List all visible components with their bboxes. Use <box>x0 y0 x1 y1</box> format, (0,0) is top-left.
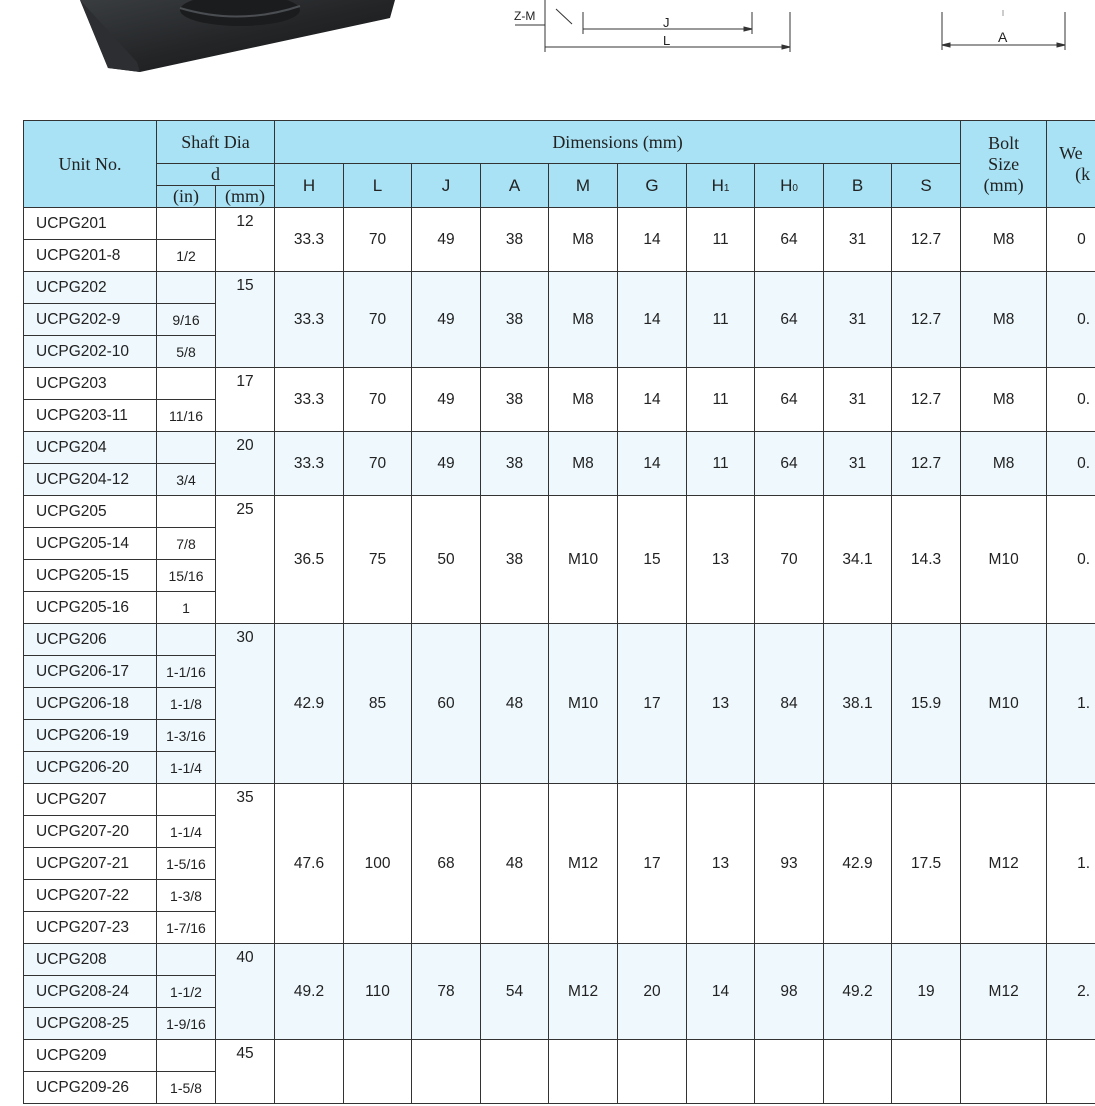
dim-g-cell: 17 <box>618 784 687 944</box>
shaft-dia-in-cell: 1-1/4 <box>157 816 216 848</box>
unit-no-cell: UCPG207-21 <box>24 848 157 880</box>
dim-l-cell: 70 <box>344 368 412 432</box>
unit-no-cell: UCPG202 <box>24 272 157 304</box>
dim-m-cell: M8 <box>549 208 618 272</box>
unit-no-cell: UCPG206-18 <box>24 688 157 720</box>
dim-j-cell: 49 <box>412 208 481 272</box>
unit-no-cell: UCPG208 <box>24 944 157 976</box>
shaft-dia-in-cell: 1-5/8 <box>157 1072 216 1104</box>
weight-cell: 0. <box>1047 432 1095 496</box>
dim-h-cell: 36.5 <box>275 496 344 624</box>
shaft-dia-mm-cell: 17 <box>216 368 275 432</box>
unit-no-cell: UCPG203-11 <box>24 400 157 432</box>
dim-j-cell: 78 <box>412 944 481 1040</box>
header-d: d <box>157 164 275 186</box>
table-row <box>24 208 1095 240</box>
header-shaft-dia: Shaft Dia <box>157 121 275 164</box>
header-dim-h: H <box>275 164 344 208</box>
dim-j-cell: 60 <box>412 624 481 784</box>
shaft-dia-in-cell: 1/2 <box>157 240 216 272</box>
unit-no-cell: UCPG206 <box>24 624 157 656</box>
dim-b-cell: 31 <box>824 368 892 432</box>
weight-cell: 0. <box>1047 496 1095 624</box>
dim-a-cell: 54 <box>481 944 549 1040</box>
dim-g-cell: 14 <box>618 432 687 496</box>
shaft-dia-in-cell: 1-7/16 <box>157 912 216 944</box>
dim-s-cell: 17.5 <box>892 784 961 944</box>
dim-b-cell: 31 <box>824 432 892 496</box>
header-bolt-size <box>961 121 1047 208</box>
dim-h0-cell: 84 <box>755 624 824 784</box>
bolt-size-cell: M10 <box>961 624 1047 784</box>
unit-no-cell: UCPG205 <box>24 496 157 528</box>
dim-j-cell: 50 <box>412 496 481 624</box>
dim-s-cell: 12.7 <box>892 208 961 272</box>
dim-j-cell <box>412 1040 481 1104</box>
shaft-dia-in-cell: 1-3/8 <box>157 880 216 912</box>
side-view-dimension-diagram <box>515 0 790 52</box>
bolt-size-cell: M12 <box>961 784 1047 944</box>
shaft-dia-in-cell: 5/8 <box>157 336 216 368</box>
weight-cell <box>1047 1040 1095 1104</box>
unit-no-cell: UCPG206-20 <box>24 752 157 784</box>
dim-b-cell: 38.1 <box>824 624 892 784</box>
table-row <box>24 1040 1095 1072</box>
dim-m-cell: M8 <box>549 368 618 432</box>
dim-l-cell: 70 <box>344 432 412 496</box>
shaft-dia-in-cell <box>157 368 216 400</box>
dim-m-cell: M10 <box>549 496 618 624</box>
dim-l-cell: 100 <box>344 784 412 944</box>
shaft-dia-in-cell <box>157 624 216 656</box>
unit-no-cell: UCPG208-25 <box>24 1008 157 1040</box>
header-weight-line: We <box>1059 143 1083 163</box>
dim-m-cell <box>549 1040 618 1104</box>
unit-no-cell: UCPG206-19 <box>24 720 157 752</box>
unit-no-cell: UCPG203 <box>24 368 157 400</box>
dim-s-cell: 12.7 <box>892 432 961 496</box>
dim-s-cell: 12.7 <box>892 272 961 368</box>
shaft-dia-in-cell: 1-1/2 <box>157 976 216 1008</box>
unit-no-cell: UCPG205-14 <box>24 528 157 560</box>
unit-no-cell: UCPG208-24 <box>24 976 157 1008</box>
shaft-dia-in-cell <box>157 496 216 528</box>
dim-h0-cell: 64 <box>755 208 824 272</box>
bolt-size-cell: M8 <box>961 368 1047 432</box>
dim-h1-cell: 11 <box>687 208 755 272</box>
shaft-dia-mm-cell: 20 <box>216 432 275 496</box>
dim-g-cell: 14 <box>618 272 687 368</box>
header-bolt-mm-line: (mm) <box>983 174 1024 195</box>
header-dim-h0: H0 <box>755 164 824 208</box>
header-in: (in) <box>157 186 216 208</box>
dim-h-cell: 47.6 <box>275 784 344 944</box>
shaft-dia-in-cell <box>157 208 216 240</box>
shaft-dia-in-cell <box>157 432 216 464</box>
dim-l-cell: 70 <box>344 208 412 272</box>
weight-cell: 0. <box>1047 368 1095 432</box>
header-dim-m: M <box>549 164 618 208</box>
bolt-size-cell: M8 <box>961 272 1047 368</box>
header-size-line: Size <box>988 153 1020 174</box>
weight-cell: 1. <box>1047 624 1095 784</box>
dim-g-cell: 20 <box>618 944 687 1040</box>
shaft-dia-in-cell: 15/16 <box>157 560 216 592</box>
table-row <box>24 784 1095 816</box>
dim-l-cell: 110 <box>344 944 412 1040</box>
dim-b-cell <box>824 1040 892 1104</box>
dim-a-cell: 38 <box>481 432 549 496</box>
unit-no-cell: UCPG202-10 <box>24 336 157 368</box>
table-row <box>24 432 1095 464</box>
dim-h0-cell: 93 <box>755 784 824 944</box>
dim-b-cell: 31 <box>824 208 892 272</box>
dim-h0-cell: 64 <box>755 272 824 368</box>
table-row <box>24 944 1095 976</box>
dim-j-cell: 49 <box>412 432 481 496</box>
table-row <box>24 272 1095 304</box>
dim-h1-cell: 11 <box>687 272 755 368</box>
unit-no-cell: UCPG202-9 <box>24 304 157 336</box>
unit-no-cell: UCPG205-15 <box>24 560 157 592</box>
shaft-dia-in-cell: 1-5/16 <box>157 848 216 880</box>
dim-h1-cell <box>687 1040 755 1104</box>
header-dimensions: Dimensions (mm) <box>275 121 961 164</box>
dim-j-cell: 49 <box>412 368 481 432</box>
dim-h-cell: 33.3 <box>275 272 344 368</box>
dim-h1-cell: 11 <box>687 432 755 496</box>
shaft-dia-mm-cell: 15 <box>216 272 275 368</box>
unit-no-cell: UCPG204 <box>24 432 157 464</box>
dim-h0-cell: 64 <box>755 368 824 432</box>
header-dim-s: S <box>892 164 961 208</box>
weight-cell: 0 <box>1047 208 1095 272</box>
unit-no-cell: UCPG207 <box>24 784 157 816</box>
header-dim-j: J <box>412 164 481 208</box>
bolt-size-cell <box>961 1040 1047 1104</box>
table-row <box>24 624 1095 656</box>
dim-h0-cell: 98 <box>755 944 824 1040</box>
dim-l-cell <box>344 1040 412 1104</box>
dim-g-cell: 17 <box>618 624 687 784</box>
shaft-dia-in-cell: 9/16 <box>157 304 216 336</box>
shaft-dia-in-cell: 7/8 <box>157 528 216 560</box>
table-row <box>24 496 1095 528</box>
bolt-size-cell: M12 <box>961 944 1047 1040</box>
unit-no-cell: UCPG201-8 <box>24 240 157 272</box>
dim-l-cell: 85 <box>344 624 412 784</box>
bolt-size-cell: M8 <box>961 208 1047 272</box>
dim-h0-cell: 64 <box>755 432 824 496</box>
unit-no-cell: UCPG205-16 <box>24 592 157 624</box>
shaft-dia-in-cell: 1-1/8 <box>157 688 216 720</box>
shaft-dia-mm-cell: 12 <box>216 208 275 272</box>
shaft-dia-in-cell: 1-1/16 <box>157 656 216 688</box>
dim-m-cell: M12 <box>549 944 618 1040</box>
header-dim-g: G <box>618 164 687 208</box>
shaft-dia-in-cell: 1-1/4 <box>157 752 216 784</box>
weight-cell: 0. <box>1047 272 1095 368</box>
dim-h1-cell: 11 <box>687 368 755 432</box>
dim-s-cell: 15.9 <box>892 624 961 784</box>
dim-b-cell: 31 <box>824 272 892 368</box>
shaft-dia-mm-cell: 35 <box>216 784 275 944</box>
label-z-m: Z-M <box>514 9 536 23</box>
unit-no-cell: UCPG207-23 <box>24 912 157 944</box>
shaft-dia-in-cell <box>157 272 216 304</box>
dim-m-cell: M12 <box>549 784 618 944</box>
label-l: L <box>663 33 671 48</box>
shaft-dia-in-cell <box>157 1040 216 1072</box>
shaft-dia-mm-cell: 30 <box>216 624 275 784</box>
dim-g-cell: 15 <box>618 496 687 624</box>
dim-h1-cell: 13 <box>687 784 755 944</box>
dim-j-cell: 68 <box>412 784 481 944</box>
shaft-dia-mm-cell: 45 <box>216 1040 275 1104</box>
bearing-spec-table <box>23 120 1095 1104</box>
header-weight-unit-line: (k <box>1075 164 1091 184</box>
shaft-dia-in-cell <box>157 944 216 976</box>
dim-l-cell: 75 <box>344 496 412 624</box>
dim-s-cell <box>892 1040 961 1104</box>
dim-h1-cell: 13 <box>687 496 755 624</box>
unit-no-cell: UCPG206-17 <box>24 656 157 688</box>
header-weight <box>1047 121 1095 208</box>
dim-m-cell: M10 <box>549 624 618 784</box>
header-dim-b: B <box>824 164 892 208</box>
header-mm: (mm) <box>216 186 275 208</box>
unit-no-cell: UCPG207-20 <box>24 816 157 848</box>
dim-l-cell: 70 <box>344 272 412 368</box>
spec-table-body <box>24 208 1095 1104</box>
header-dim-h1: H1 <box>687 164 755 208</box>
dim-b-cell: 42.9 <box>824 784 892 944</box>
dim-h-cell: 49.2 <box>275 944 344 1040</box>
header-bolt-line: Bolt <box>988 132 1020 153</box>
dim-b-cell: 34.1 <box>824 496 892 624</box>
shaft-dia-mm-cell: 40 <box>216 944 275 1040</box>
dim-h1-cell: 14 <box>687 944 755 1040</box>
dim-a-cell: 38 <box>481 208 549 272</box>
dim-h1-cell: 13 <box>687 624 755 784</box>
dim-h-cell: 33.3 <box>275 208 344 272</box>
header-unit-no: Unit No. <box>24 121 157 208</box>
dim-b-cell: 49.2 <box>824 944 892 1040</box>
unit-no-cell: UCPG209-26 <box>24 1072 157 1104</box>
shaft-dia-mm-cell: 25 <box>216 496 275 624</box>
dim-a-cell <box>481 1040 549 1104</box>
dim-m-cell: M8 <box>549 432 618 496</box>
dim-s-cell: 19 <box>892 944 961 1040</box>
bolt-size-cell: M8 <box>961 432 1047 496</box>
shaft-dia-in-cell: 1 <box>157 592 216 624</box>
header-dim-a: A <box>481 164 549 208</box>
header-dim-l: L <box>344 164 412 208</box>
dim-s-cell: 12.7 <box>892 368 961 432</box>
dim-j-cell: 49 <box>412 272 481 368</box>
label-a: A <box>998 29 1008 45</box>
weight-cell: 1. <box>1047 784 1095 944</box>
dim-a-cell: 38 <box>481 496 549 624</box>
bolt-size-cell: M10 <box>961 496 1047 624</box>
dim-g-cell: 14 <box>618 368 687 432</box>
shaft-dia-in-cell: 3/4 <box>157 464 216 496</box>
unit-no-cell: UCPG207-22 <box>24 880 157 912</box>
dim-s-cell: 14.3 <box>892 496 961 624</box>
dim-a-cell: 38 <box>481 272 549 368</box>
product-illustration-strip <box>0 0 1095 95</box>
dim-a-cell: 38 <box>481 368 549 432</box>
shaft-dia-in-cell: 1-9/16 <box>157 1008 216 1040</box>
dim-a-cell: 48 <box>481 784 549 944</box>
label-j: J <box>663 15 670 30</box>
shaft-dia-in-cell <box>157 784 216 816</box>
dim-h-cell: 42.9 <box>275 624 344 784</box>
dim-h-cell <box>275 1040 344 1104</box>
table-row <box>24 368 1095 400</box>
dim-h0-cell <box>755 1040 824 1104</box>
shaft-dia-in-cell: 1-3/16 <box>157 720 216 752</box>
unit-no-cell: UCPG204-12 <box>24 464 157 496</box>
dim-a-cell: 48 <box>481 624 549 784</box>
dim-h-cell: 33.3 <box>275 368 344 432</box>
dim-g-cell <box>618 1040 687 1104</box>
bearing-block-photo <box>80 0 395 72</box>
dim-m-cell: M8 <box>549 272 618 368</box>
dim-h-cell: 33.3 <box>275 432 344 496</box>
unit-no-cell: UCPG209 <box>24 1040 157 1072</box>
dim-g-cell: 14 <box>618 208 687 272</box>
unit-no-cell: UCPG201 <box>24 208 157 240</box>
dim-h0-cell: 70 <box>755 496 824 624</box>
shaft-dia-in-cell: 11/16 <box>157 400 216 432</box>
weight-cell: 2. <box>1047 944 1095 1040</box>
